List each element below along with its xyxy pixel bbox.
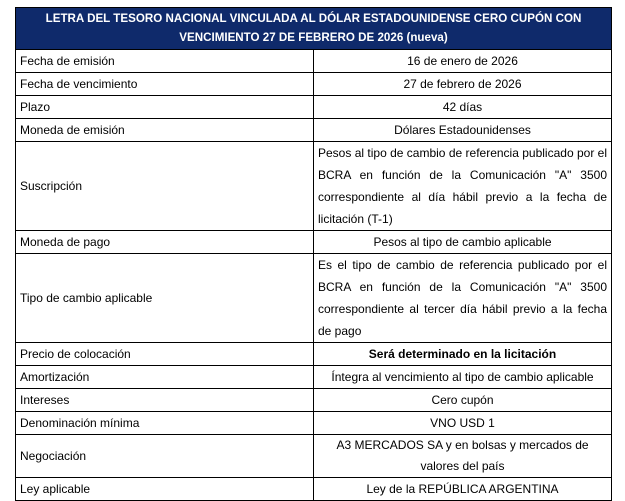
table-row-plazo: [16, 96, 612, 119]
row-value: Pesos al tipo de cambio de referencia publicado por el BCRA en función de la Comunicación "A" 3500 correspondiente al día hábil previo a la fecha de licitación (T-1): [314, 142, 612, 231]
row-label: Plazo: [16, 96, 314, 119]
row-label: Amortización: [16, 366, 314, 389]
row-label: Moneda de pago: [16, 231, 314, 254]
row-label: Negociación: [16, 435, 314, 478]
table-row-suscripcion: [16, 142, 612, 231]
row-value: A3 MERCADOS SA y en bolsas y mercados de valores del país: [314, 435, 612, 478]
row-value: Pesos al tipo de cambio aplicable: [314, 231, 612, 254]
table-row-tipo-cambio: [16, 254, 612, 343]
table-title-line2: VENCIMIENTO 27 DE FEBRERO DE 2026 (nueva): [179, 31, 448, 44]
row-value: Ley de la REPÚBLICA ARGENTINA: [314, 478, 612, 501]
table-row-denominacion: [16, 412, 612, 435]
row-label: Fecha de emisión: [16, 50, 314, 73]
row-value: Será determinado en la licitación: [314, 343, 612, 366]
table-row-fecha-vencimiento: [16, 73, 612, 96]
table-title-line1: LETRA DEL TESORO NACIONAL VINCULADA AL DÓLAR ESTADOUNIDENSE CERO CUPÓN CON: [45, 12, 582, 25]
table-row-negociacion: [16, 435, 612, 478]
table-row-moneda-emision: [16, 119, 612, 142]
row-label: Denominación mínima: [16, 412, 314, 435]
row-label: Intereses: [16, 389, 314, 412]
row-value: Cero cupón: [314, 389, 612, 412]
terms-table: [15, 7, 612, 501]
row-value: Dólares Estadounidenses: [314, 119, 612, 142]
table-row-fecha-emision: [16, 50, 612, 73]
row-value: 27 de febrero de 2026: [314, 73, 612, 96]
row-label: Precio de colocación: [16, 343, 314, 366]
table-row-amortizacion: [16, 366, 612, 389]
row-value: 16 de enero de 2026: [314, 50, 612, 73]
row-value: Es el tipo de cambio de referencia publicado por el BCRA en función de la Comunicación "A" 3500 correspondiente al tercer día hábil previo a la fecha de pago: [314, 254, 612, 343]
row-value: VNO USD 1: [314, 412, 612, 435]
row-label: Suscripción: [16, 142, 314, 231]
terms-sheet: [15, 7, 612, 501]
row-value: Íntegra al vencimiento al tipo de cambio aplicable: [314, 366, 612, 389]
table-title: [16, 8, 612, 50]
table-row-ley-aplicable: [16, 478, 612, 501]
table-row-moneda-pago: [16, 231, 612, 254]
table-row-precio-colocacion: [16, 343, 612, 366]
row-label: Fecha de vencimiento: [16, 73, 314, 96]
row-label: Moneda de emisión: [16, 119, 314, 142]
table-header-row: [16, 8, 612, 50]
row-label: Ley aplicable: [16, 478, 314, 501]
table-row-intereses: [16, 389, 612, 412]
row-value: 42 días: [314, 96, 612, 119]
row-label: Tipo de cambio aplicable: [16, 254, 314, 343]
